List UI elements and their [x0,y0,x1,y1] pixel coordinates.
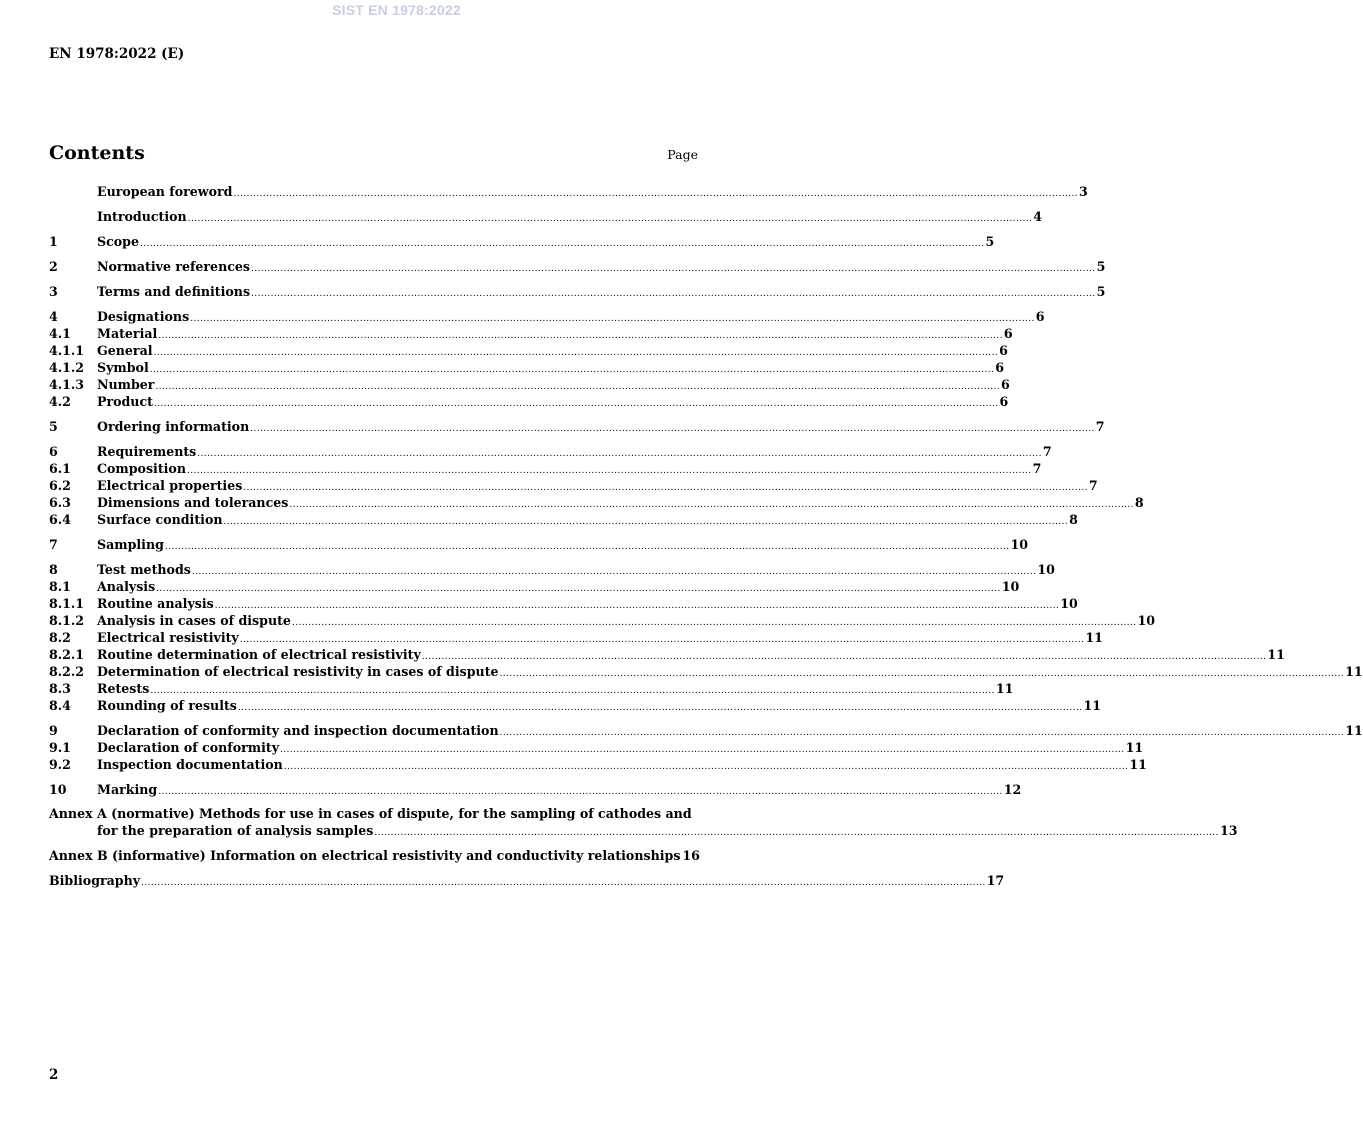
toc-entry-page: 8 [1069,512,1078,527]
toc-entry-title: General [97,343,153,358]
toc-entry[interactable] [49,494,1144,511]
toc-entry-number: 6.4 [49,512,71,527]
toc-entry-page: 11 [1085,630,1103,645]
toc-entry-page: 5 [1096,284,1106,299]
toc-entry-number: 8.1.2 [49,613,85,628]
toc-entry[interactable] [49,646,1285,663]
toc-entry[interactable] [49,233,995,250]
toc-entry-page: 10 [1037,562,1055,577]
toc-entry-page: 7 [1088,478,1098,493]
toc-entry-title: Terms and definitions [97,284,251,299]
toc-entry-page: 6 [995,360,1005,375]
dot-leader [150,683,995,700]
toc-entry-annex-b[interactable] [49,847,698,864]
toc-entry-number: 8.1.1 [49,596,85,611]
toc-entry-number: 9 [49,723,58,738]
toc-entry-page: 6 [1035,309,1045,324]
toc-entry[interactable] [49,460,1042,477]
toc-entry-number: 7 [49,537,58,552]
toc-entry-number: 10 [49,782,67,797]
dot-leader [140,236,985,253]
toc-entry-number: 2 [49,259,58,274]
annex-a-title-line1: Annex A (normative) Methods for use in cases of dispute, for the sampling of cathodes and [49,806,692,821]
toc-entry-page: 11 [1345,723,1363,738]
toc-entry[interactable] [49,308,1045,325]
toc-entry-page: 6 [999,394,1009,409]
toc-entry-page: 7 [1095,419,1105,434]
toc-entry-title: Marking [97,782,158,797]
dot-leader [374,825,1219,842]
toc-entry[interactable] [49,376,1010,393]
footer-page-number: 2 [49,1067,59,1083]
toc-entry[interactable] [49,578,1020,595]
toc-entry[interactable] [49,393,1009,410]
contents-heading: Contents [49,142,145,164]
toc-entry-title: Determination of electrical resistivity in cases of dispute [97,664,499,679]
toc-entry-number: 8 [49,562,58,577]
toc-entry[interactable] [49,629,1103,646]
toc-entry[interactable] [49,756,1147,773]
toc-entries [49,183,1363,798]
toc-entry-number: 4.2 [49,394,71,409]
toc-entry-page: 12 [1003,782,1022,797]
toc-entry-title: Designations [97,309,190,324]
toc-entry-title: Inspection documentation [97,757,283,772]
toc-entry-page: 11 [1129,757,1147,772]
table-of-contents [49,183,1363,889]
toc-entry-page: 11 [1083,698,1101,713]
annex-a-title-line2: for the preparation of analysis samples [97,823,374,838]
toc-entry-title: Declaration of conformity [97,740,280,755]
document-id: EN 1978:2022 (E) [49,46,185,62]
toc-entry[interactable] [49,739,1144,756]
toc-entry-page: 4 [1033,209,1043,224]
toc-entry-number: 3 [49,284,58,299]
toc-entry-page: 5 [1096,259,1106,274]
toc-entry-number: 8.1 [49,579,71,594]
annex-b-title: Annex B (informative) Information on electrical resistivity and conductivity relationships [49,848,681,863]
toc-entry[interactable] [49,183,1088,200]
toc-entry[interactable] [49,722,1363,739]
toc-entry-page: 11 [1125,740,1144,755]
toc-entry-page: 6 [999,343,1008,358]
toc-entry-bibliography[interactable] [49,872,1005,889]
toc-entry-title: Routine analysis [97,596,214,611]
toc-entry-title: Routine determination of electrical resistivity [97,647,421,662]
dot-leader [156,581,1001,598]
toc-entry-page: 11 [1345,664,1363,679]
dot-leader [233,186,1078,203]
bibliography-page: 17 [986,873,1005,888]
toc-entry-number: 4.1.2 [49,360,85,375]
toc-entry-title: Surface condition [97,512,223,527]
toc-entry-number: 4.1 [49,326,71,341]
toc-entry[interactable] [49,680,1014,697]
toc-entry-page: 11 [1267,647,1285,662]
toc-entry[interactable] [49,477,1098,494]
toc-entry-title: Requirements [97,444,197,459]
toc-entry[interactable] [49,359,1005,376]
toc-entry-number: 8.4 [49,698,71,713]
toc-entry-number: 6.3 [49,495,71,510]
dot-leader [292,615,1137,632]
toc-entry-title: Sampling [97,537,164,552]
dot-leader [141,875,986,892]
toc-entry-title: Dimensions and tolerances [97,495,289,510]
dot-leader [500,666,1345,683]
annex-b-page: 16 [682,848,700,863]
dot-leader [250,421,1095,438]
dot-leader [251,261,1096,278]
toc-entry-title: Electrical resistivity [97,630,239,645]
toc-entry-title: Analysis in cases of dispute [97,613,291,628]
toc-entry-number: 6 [49,444,58,459]
dot-leader [158,328,1003,345]
toc-entry-title: Introduction [97,209,187,224]
toc-entry[interactable] [49,561,1055,578]
toc-entry[interactable] [49,781,1022,798]
toc-entry-number: 4.1.3 [49,377,85,392]
watermark: SIST EN 1978:2022 [332,2,461,18]
toc-entry[interactable] [49,283,1106,300]
dot-leader [155,379,1000,396]
bibliography-title: Bibliography [49,873,141,888]
dot-leader [215,598,1060,615]
toc-entry-number: 1 [49,234,58,249]
toc-entry-page: 10 [1137,613,1156,628]
toc-entry-title: Electrical properties [97,478,243,493]
toc-entry-number: 9.1 [49,740,71,755]
dot-leader [251,286,1096,303]
dot-leader [284,759,1129,776]
dot-leader [280,742,1125,759]
toc-entry-title: Scope [97,234,139,249]
annex-a-page: 13 [1219,823,1238,838]
dot-leader [187,463,1032,480]
toc-entry-number: 8.2.1 [49,647,85,662]
dot-leader [243,480,1088,497]
toc-entry[interactable] [49,208,1043,225]
toc-entry-title: Normative references [97,259,251,274]
toc-entry-number: 5 [49,419,58,434]
toc-entry-page: 11 [995,681,1014,696]
toc-entry-number: 8.3 [49,681,71,696]
toc-entry-title: Analysis [97,579,156,594]
toc-entry-page: 6 [1001,377,1010,392]
page-column-label: Page [667,147,698,162]
toc-entry[interactable] [49,663,1363,680]
toc-entry-title: Number [97,377,155,392]
dot-leader [154,345,999,362]
dot-leader [188,211,1033,228]
toc-entry[interactable] [49,536,1029,553]
toc-entry-title: Retests [97,681,150,696]
toc-entry-page: 10 [1001,579,1020,594]
toc-entry[interactable] [49,443,1052,460]
toc-entry[interactable] [49,612,1156,629]
toc-entry-title: Symbol [97,360,149,375]
toc-entry[interactable] [49,697,1101,714]
dot-leader [154,396,999,413]
toc-entry-page: 3 [1079,184,1088,199]
toc-entry-page: 7 [1032,461,1042,476]
toc-entry-page: 8 [1134,495,1144,510]
toc-entry-title: Rounding of results [97,698,237,713]
dot-leader [238,700,1083,717]
toc-entry-number: 4 [49,309,58,324]
toc-entry-title: Product [97,394,153,409]
toc-entry[interactable] [49,258,1106,275]
dot-leader [422,649,1267,666]
toc-entry-number: 4.1.1 [49,343,85,358]
toc-entry[interactable] [49,325,1013,342]
toc-entry-title: Material [97,326,158,341]
dot-leader [165,539,1010,556]
toc-entry[interactable] [49,342,1008,359]
toc-entry-page: 6 [1003,326,1013,341]
dot-leader [289,497,1134,514]
dot-leader [224,514,1069,531]
dot-leader [192,564,1037,581]
toc-entry-title: Test methods [97,562,191,577]
toc-entry-title: Declaration of conformity and inspection documentation [97,723,499,738]
toc-entry-number: 8.2 [49,630,71,645]
toc-entry-page: 5 [985,234,995,249]
toc-entry-title: Ordering information [97,419,250,434]
dot-leader [150,362,995,379]
toc-entry-number: 8.2.2 [49,664,85,679]
toc-entry[interactable] [49,595,1078,612]
dot-leader [500,725,1345,742]
toc-entry-title: Composition [97,461,186,476]
toc-entry-number: 6.1 [49,461,71,476]
toc-entry-number: 6.2 [49,478,71,493]
toc-entry-page: 10 [1060,596,1078,611]
dot-leader [197,446,1042,463]
toc-entry-number: 9.2 [49,757,71,772]
dot-leader [158,784,1003,801]
toc-entry-title: European foreword [97,184,233,199]
toc-entry[interactable] [49,511,1078,528]
toc-entry[interactable] [49,418,1105,435]
toc-entry-annex-a[interactable] [49,805,1238,839]
dot-leader [190,311,1035,328]
toc-entry-page: 10 [1010,537,1029,552]
toc-entry-page: 7 [1042,444,1052,459]
